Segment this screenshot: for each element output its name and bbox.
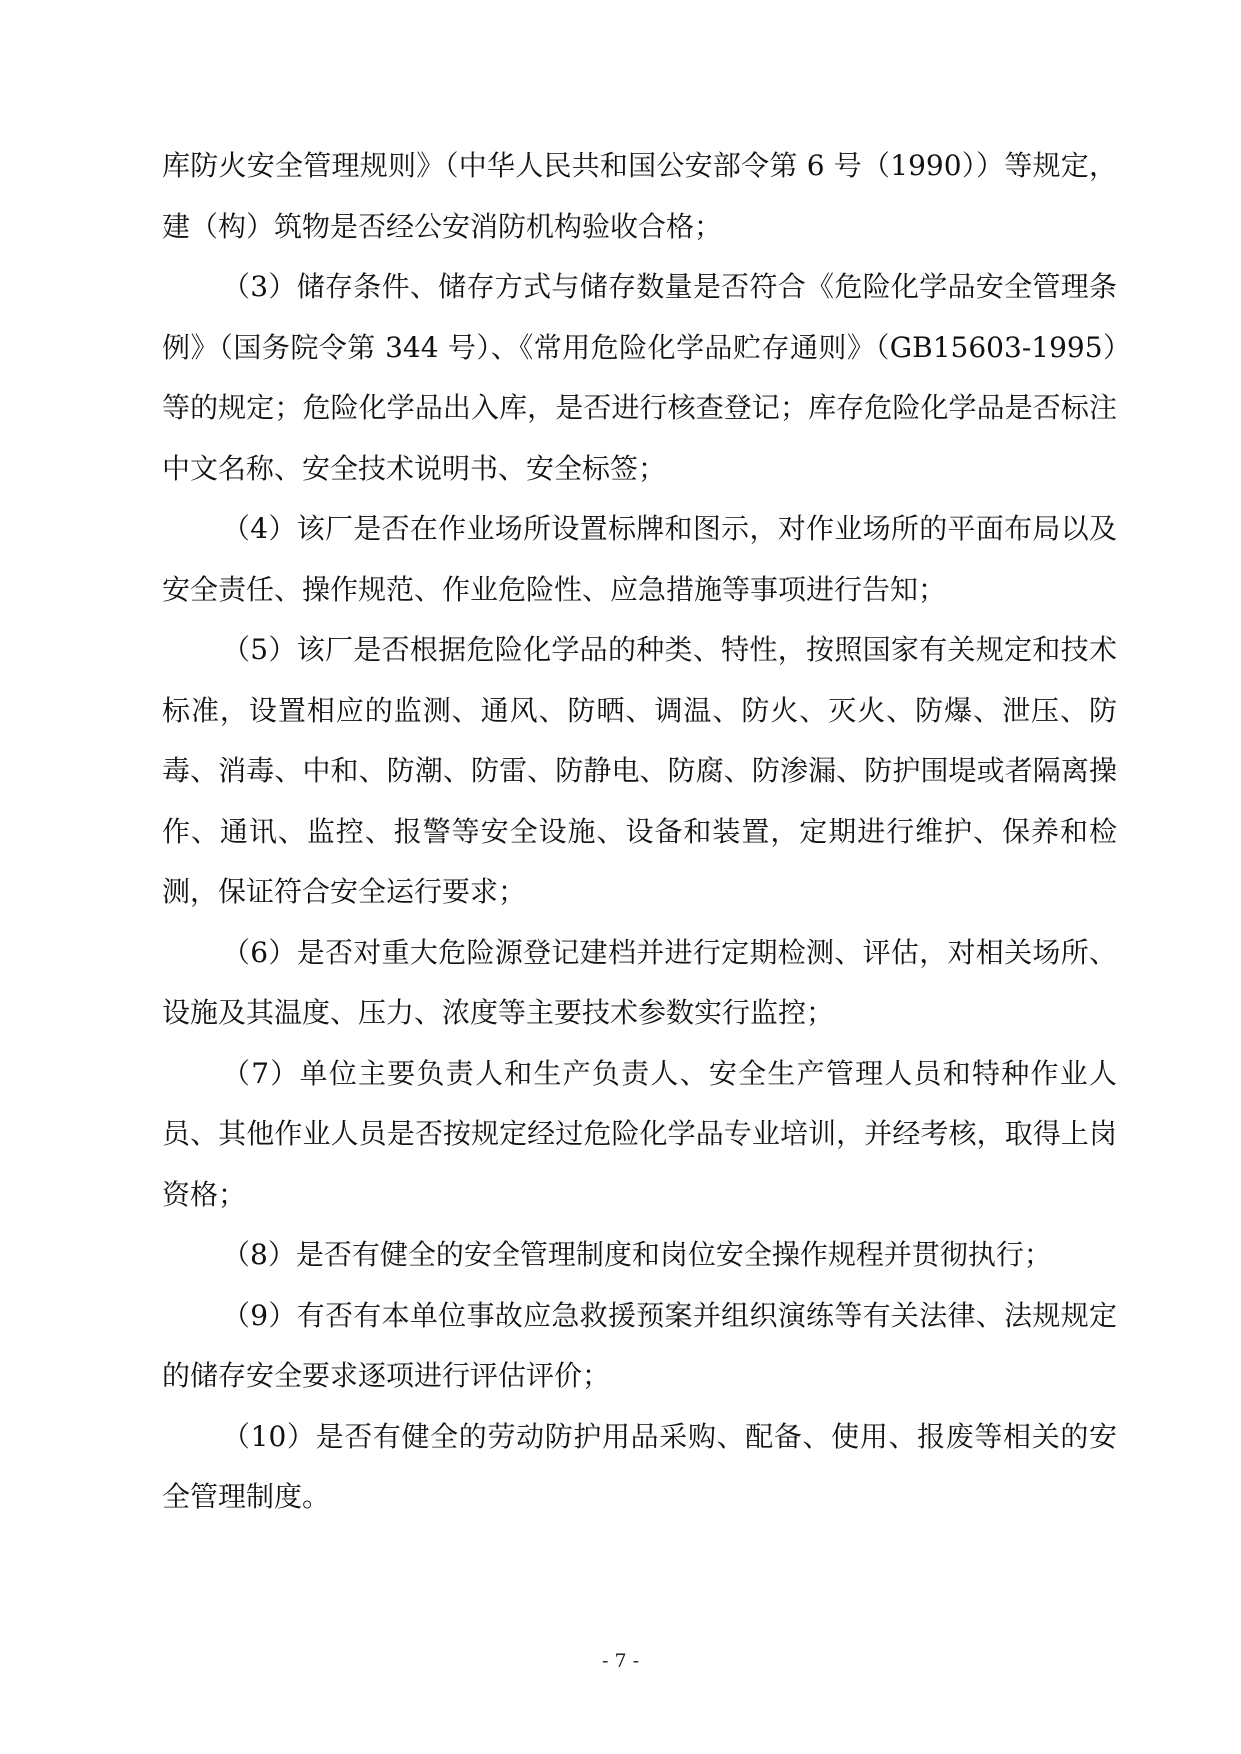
page-number: - 7 - bbox=[601, 1650, 639, 1672]
paragraph-continuation: 库防火安全管理规则》（中华人民共和国公安部令第 6 号（1990））等规定，建（构）筑物是否经公安消防机构验收合格； bbox=[162, 149, 1117, 243]
paragraph-item-8: （8）是否有健全的安全管理制度和岗位安全操作规程并贯彻执行； bbox=[222, 1238, 1052, 1271]
paragraph-item-4: （4）该厂是否在作业场所设置标牌和图示，对作业场所的平面布局以及安全责任、操作规范、作业危险性、应急措施等事项进行告知； bbox=[162, 512, 1117, 606]
paragraph-item-10: （10）是否有健全的劳动防护用品采购、配备、使用、报废等相关的安全管理制度。 bbox=[162, 1419, 1117, 1513]
document-body bbox=[162, 136, 1117, 1528]
paragraph-item-9: （9）有否有本单位事故应急救援预案并组织演练等有关法律、法规规定的储存安全要求逐项进行评估评价； bbox=[162, 1298, 1117, 1392]
paragraph-item-3: （3）储存条件、储存方式与储存数量是否符合《危险化学品安全管理条例》（国务院令第 344 号）、《常用危险化学品贮存通则》（GB15603-1995）等的规定；危险化学品出入库，是否进行核查登记；库存危险化学品是否标注中文名称、安全技术说明书、安全标签； bbox=[162, 270, 1117, 485]
paragraph-item-7: （7）单位主要负责人和生产负责人、安全生产管理人员和特种作业人员、其他作业人员是否按规定经过危险化学品专业培训，并经考核，取得上岗资格； bbox=[162, 1056, 1117, 1211]
paragraph-item-6: （6）是否对重大危险源登记建档并进行定期检测、评估，对相关场所、设施及其温度、压力、浓度等主要技术参数实行监控； bbox=[162, 935, 1117, 1029]
paragraph-item-5: （5）该厂是否根据危险化学品的种类、特性，按照国家有关规定和技术标准，设置相应的监测、通风、防晒、调温、防火、灭火、防爆、泄压、防毒、消毒、中和、防潮、防雷、防静电、防腐、防渗漏、防护围堤或者隔离操作、通讯、监控、报警等安全设施、设备和装置，定期进行维护、保养和检测，保证符合安全运行要求； bbox=[162, 633, 1117, 908]
